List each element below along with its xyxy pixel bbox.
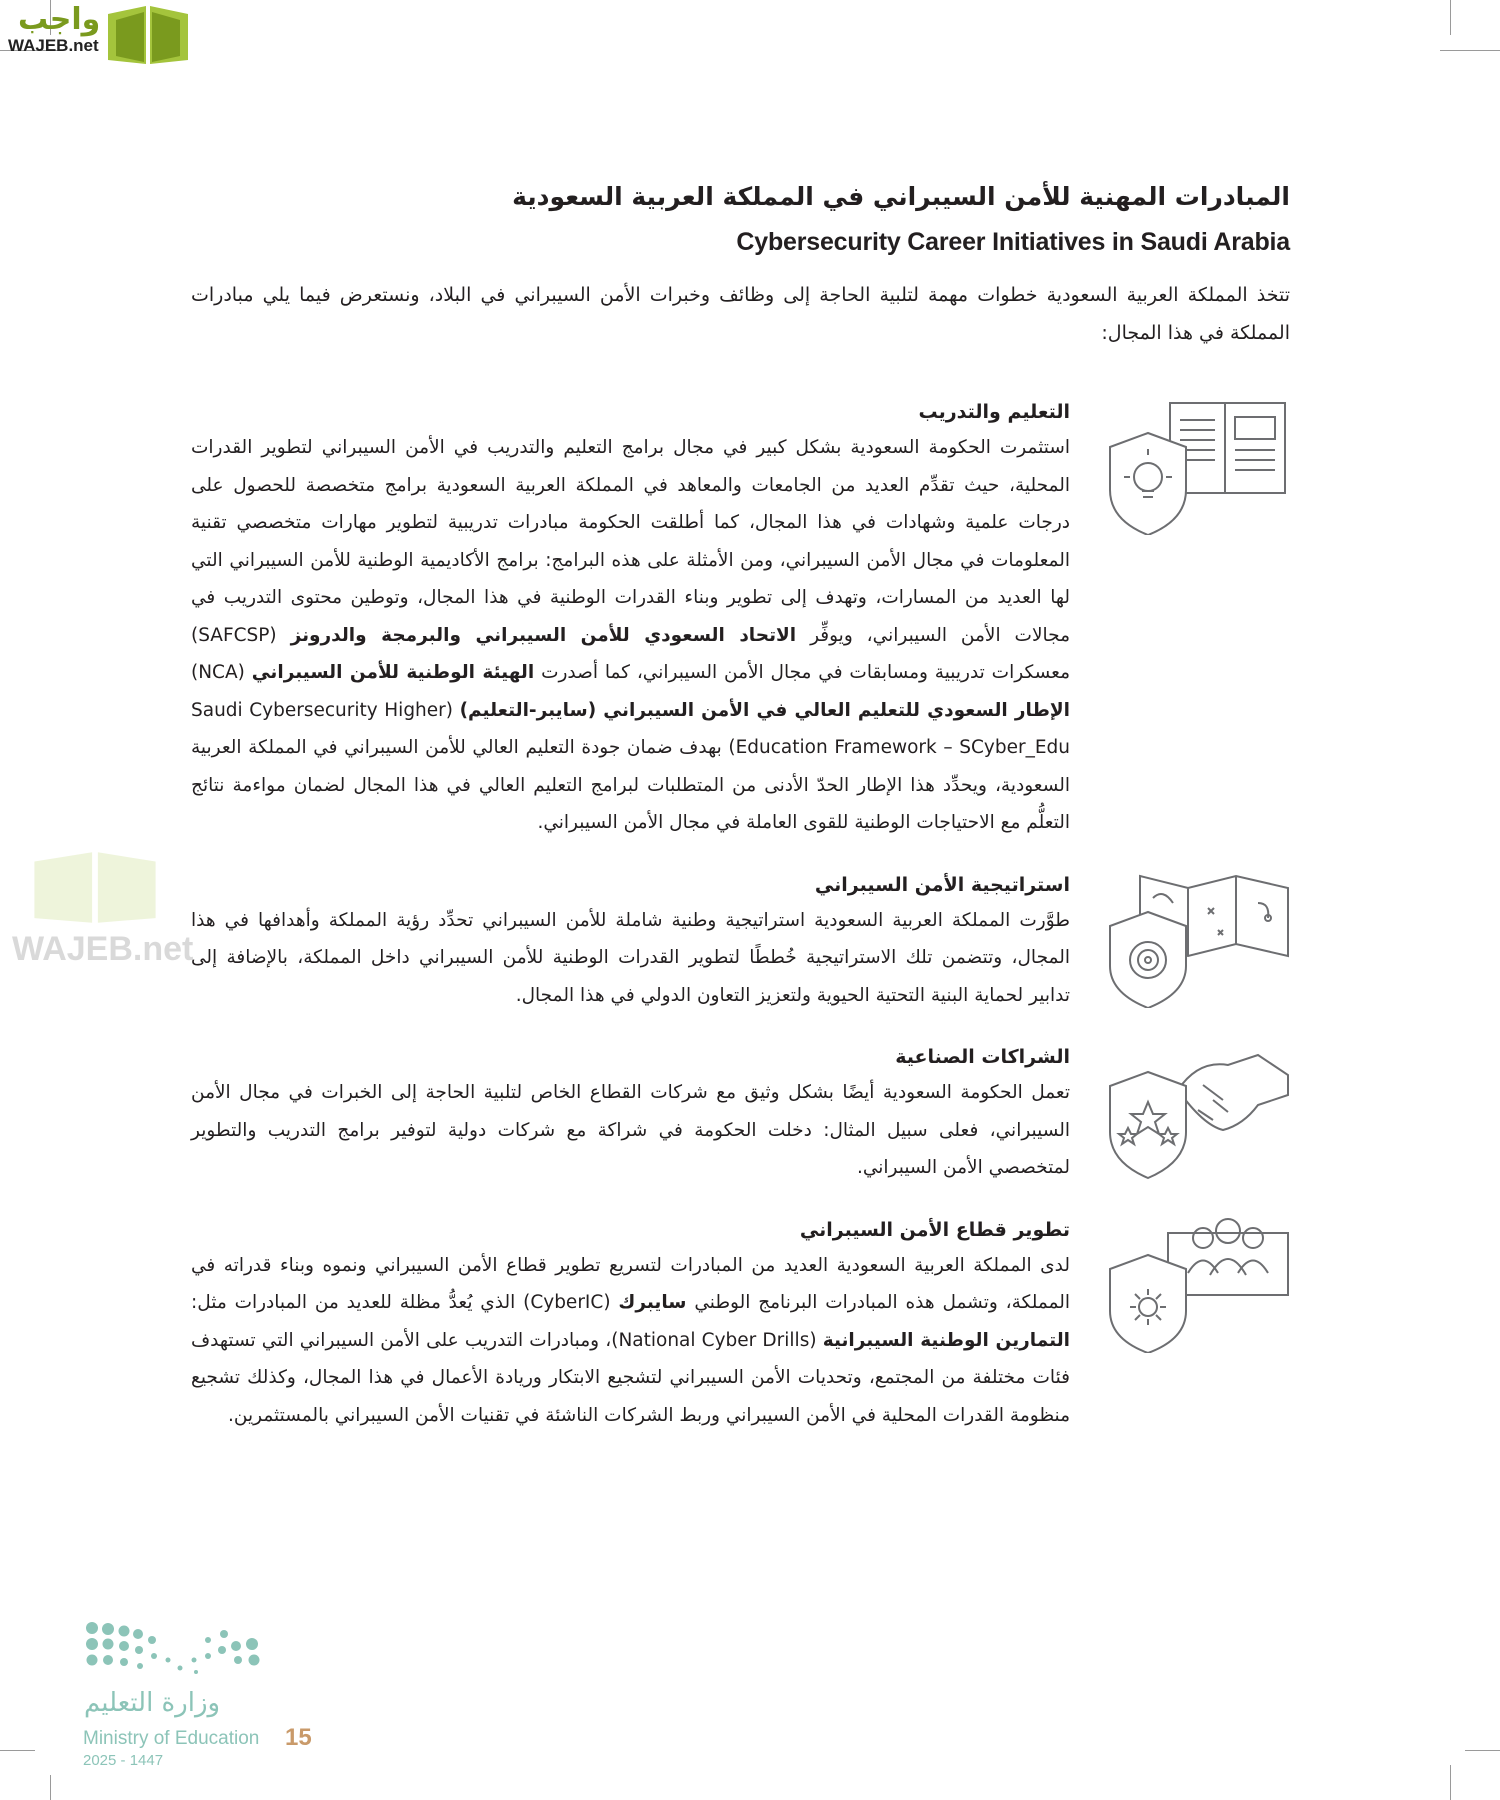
open-book-icon: [106, 4, 190, 66]
page-title-english: Cybersecurity Career Initiatives in Saudi Arabia: [736, 228, 1290, 256]
crop-mark: [0, 1750, 35, 1751]
section-heading-partnerships: الشراكات الصناعية: [895, 1046, 1070, 1068]
page-title-arabic: المبادرات المهنية للأمن السيبراني في المملكة العربية السعودية: [512, 182, 1290, 211]
crop-mark: [1450, 0, 1451, 35]
body-text: (SAFCSP) معسكرات تدريبية ومسابقات في مجال الأمن السيبراني، كما أصدرت: [191, 624, 1071, 683]
shield-target-map-icon: [1108, 868, 1293, 1008]
body-text: تعمل الحكومة السعودية أيضًا بشكل وثيق مع شركات القطاع الخاص لتلبية الحاجة إلى الخبرات في مجال الأمن السيبراني، فعلى سبيل المثال: دخلت الحكومة في شراكة مع شركات دولية لتوفير برامج التدريب والتطوير لمتخصصي الأمن السيبراني.: [191, 1082, 1070, 1178]
bold-term: الاتحاد السعودي للأمن السيبراني والبرمجة والدرونز: [290, 624, 797, 646]
ministry-dots-logo: [84, 1620, 269, 1682]
bold-term: الإطار السعودي للتعليم العالي في الأمن السيبراني (سايبر-التعليم): [459, 699, 1070, 721]
edition-year: 2025 - 1447: [83, 1752, 164, 1769]
section-body-sector-development: [191, 1247, 1070, 1435]
shield-lightbulb-book-icon: [1108, 395, 1293, 535]
ministry-name-arabic: وزارة التعليم: [84, 1688, 221, 1718]
section-sector-development: [191, 1213, 1293, 1435]
crop-mark: [1465, 1750, 1500, 1751]
crop-mark: [50, 1775, 51, 1800]
crop-mark: [1440, 50, 1500, 51]
section-heading-sector-development: تطوير قطاع الأمن السيبراني: [799, 1218, 1070, 1241]
body-text: طوَّرت المملكة العربية السعودية استراتيجية وطنية شاملة للأمن السيبراني تحدِّد رؤية المملكة وأهدافها في هذا المجال، وتتضمن تلك الاستراتيجية خُططًا لتطوير القدرات الوطنية للأمن السيبراني داخل المملكة، بالإضافة إلى تدابير لحماية البنية التحتية الحيوية ولتعزيز التعاون الدولي في هذا المجال.: [191, 909, 1070, 1006]
shield-stars-handshake-icon: [1108, 1040, 1293, 1180]
wajeb-logo: [8, 4, 100, 56]
body-text: لدى المملكة العربية السعودية العديد من المبادرات لتسريع تطوير قطاع الأمن السيبراني ونموه وبناء قدراته في المملكة، وتشمل هذه المبادرات البرنامج الوطني: [191, 1254, 1070, 1313]
bold-term: سايبرك: [618, 1292, 687, 1313]
shield-gear-people-icon: [1108, 1213, 1293, 1353]
bold-term: التمارين الوطنية السيبرانية: [822, 1329, 1070, 1351]
bold-term: الهيئة الوطنية للأمن السيبراني: [251, 662, 535, 683]
section-body-partnerships: [191, 1074, 1070, 1187]
body-text: (Saudi Cybersecurity Higher Education Framework – SCyber_Edu) بهدف ضمان جودة التعليم العالي للأمن السيبراني في المملكة العربية السعودية، ويحدِّد هذا الإطار الحدّ الأدنى من المتطلبات لبرامج التعليم العالي في هذا المجال لضمان مواءمة نتائج التعلُّم مع الاحتياجات الوطنية للقوى العاملة في مجال الأمن السيبراني.: [191, 699, 1070, 833]
section-partnerships: [191, 1040, 1293, 1187]
wajeb-logo-arabic: واجب: [18, 2, 101, 37]
page-number: 15: [285, 1724, 312, 1751]
body-text: استثمرت الحكومة السعودية بشكل كبير في مجال برامج التعليم والتدريب في الأمن السيبراني لتطوير القدرات المحلية، حيث تقدِّم العديد من الجامعات والمعاهد في المملكة العربية السعودية برامج متخصصة للحصول على درجات علمية وشهادات في هذا المجال، كما أطلقت الحكومة مبادرات تدريبية لتطوير مهارات متخصصي تقنية المعلومات في مجال الأمن السيبراني، ومن الأمثلة على هذه البرامج: برامج الأكاديمية الوطنية للأمن السيبراني التي لها العديد من المسارات، وتهدف إلى تطوير وبناء القدرات الوطنية في هذا المجال، وتوطين محتوى التدريب في مجالات الأمن السيبراني، ويوفِّر: [191, 437, 1070, 646]
body-text: (NCA): [191, 662, 252, 683]
body-text: (CyberIC) الذي يُعدُّ مظلة للعديد من المبادرات مثل:: [191, 1292, 619, 1313]
section-heading-strategy: استراتيجية الأمن السيبراني: [814, 873, 1070, 896]
section-heading-education: التعليم والتدريب: [918, 401, 1070, 423]
section-body-education: [191, 429, 1070, 842]
wajeb-logo-latin: WAJEB.net: [8, 36, 99, 55]
ministry-name-english: Ministry of Education: [83, 1728, 260, 1749]
intro-paragraph: تتخذ المملكة العربية السعودية خطوات مهمة لتلبية الحاجة إلى وظائف وخبرات الأمن السيبراني في البلاد، ونستعرض فيما يلي مبادرات المملكة في هذا المجال:: [191, 284, 1290, 344]
crop-mark: [1450, 1765, 1451, 1800]
section-education: [191, 395, 1293, 842]
section-body-strategy: [191, 902, 1070, 1015]
section-strategy: [191, 868, 1293, 1015]
body-text: (National Cyber Drills)، ومبادرات التدريب على الأمن السيبراني التي تستهدف فئات مختلفة من المجتمع، وتحديات الأمن السيبراني لتشجيع الابتكار وريادة الأعمال في هذا المجال، وكذلك تشجيع منظومة القدرات المحلية في الأمن السيبراني وربط الشركات الناشئة في تقنيات الأمن السيبراني بالمستثمرين.: [191, 1329, 1070, 1426]
sections-list: [191, 395, 1293, 1434]
watermark-text: WAJEB.net: [12, 930, 194, 968]
watermark-book-icon: [30, 850, 160, 925]
